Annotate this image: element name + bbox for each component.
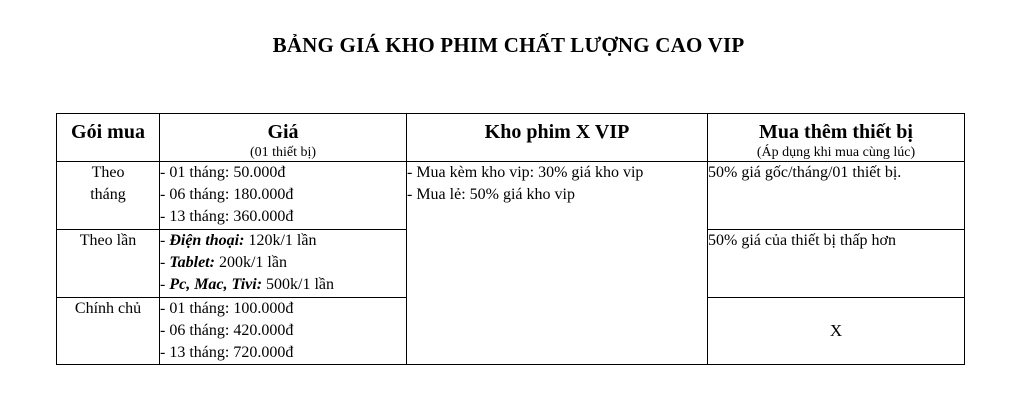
device-label: Tablet: (169, 254, 215, 271)
price-value: 500k/1 lần (262, 276, 335, 293)
price-table (56, 113, 965, 365)
price-line: - 06 tháng: 420.000đ (160, 322, 294, 339)
price-value: 200k/1 lần (214, 254, 287, 271)
price-line: - 13 tháng: 360.000đ (160, 208, 294, 225)
header-extra-device-note: (Áp dụng khi mua cùng lúc) (756, 145, 916, 160)
price-prefix: - (160, 254, 170, 271)
price-line (160, 274, 406, 296)
vip-line: - Mua kèm kho vip: 30% giá kho vip (407, 164, 644, 181)
device-label: Pc, Mac, Tivi: (169, 276, 263, 293)
header-extra-device (708, 114, 965, 162)
extra-device-cell (708, 230, 965, 298)
extra-device-cell (708, 298, 965, 365)
price-line: - 06 tháng: 180.000đ (160, 186, 294, 203)
vip-cell (407, 162, 708, 365)
document-title: BẢNG GIÁ KHO PHIM CHẤT LƯỢNG CAO VIP (272, 33, 745, 57)
header-package-label: Gói mua (71, 121, 145, 143)
vip-line: - Mua lẻ: 50% giá kho vip (407, 186, 575, 203)
price-prefix: - (160, 276, 170, 293)
package-name-text: Theo lần (79, 232, 137, 249)
price-line (160, 252, 406, 274)
extra-device-cell (708, 162, 965, 230)
header-price-note: (01 thiết bị) (249, 145, 317, 160)
package-name-text: Chính chủ (74, 300, 142, 317)
package-name (57, 230, 160, 298)
extra-device-text: 50% giá gốc/tháng/01 thiết bị. (708, 164, 902, 181)
extra-device-text: 50% giá của thiết bị thấp hơn (708, 232, 896, 249)
header-vip-label: Kho phim X VIP (484, 121, 630, 143)
header-row (57, 114, 965, 162)
header-price (160, 114, 407, 162)
price-line (160, 230, 406, 252)
table-row (57, 162, 965, 230)
price-list (160, 162, 407, 230)
price-line: - 01 tháng: 100.000đ (160, 300, 294, 317)
package-name (57, 298, 160, 365)
price-list (160, 298, 407, 365)
price-value: 120k/1 lần (244, 232, 317, 249)
price-line: - 13 tháng: 720.000đ (160, 344, 294, 361)
price-prefix: - (160, 232, 170, 249)
price-line: - 01 tháng: 50.000đ (160, 164, 286, 181)
package-name-text: Theo tháng (90, 164, 126, 203)
header-extra-device-label: Mua thêm thiết bị (759, 121, 913, 143)
package-name (57, 162, 160, 230)
header-package (57, 114, 160, 162)
device-label: Điện thoại: (169, 232, 245, 249)
extra-device-text: X (829, 321, 843, 340)
header-vip (407, 114, 708, 162)
price-list (160, 230, 407, 298)
header-price-label: Giá (267, 121, 299, 143)
